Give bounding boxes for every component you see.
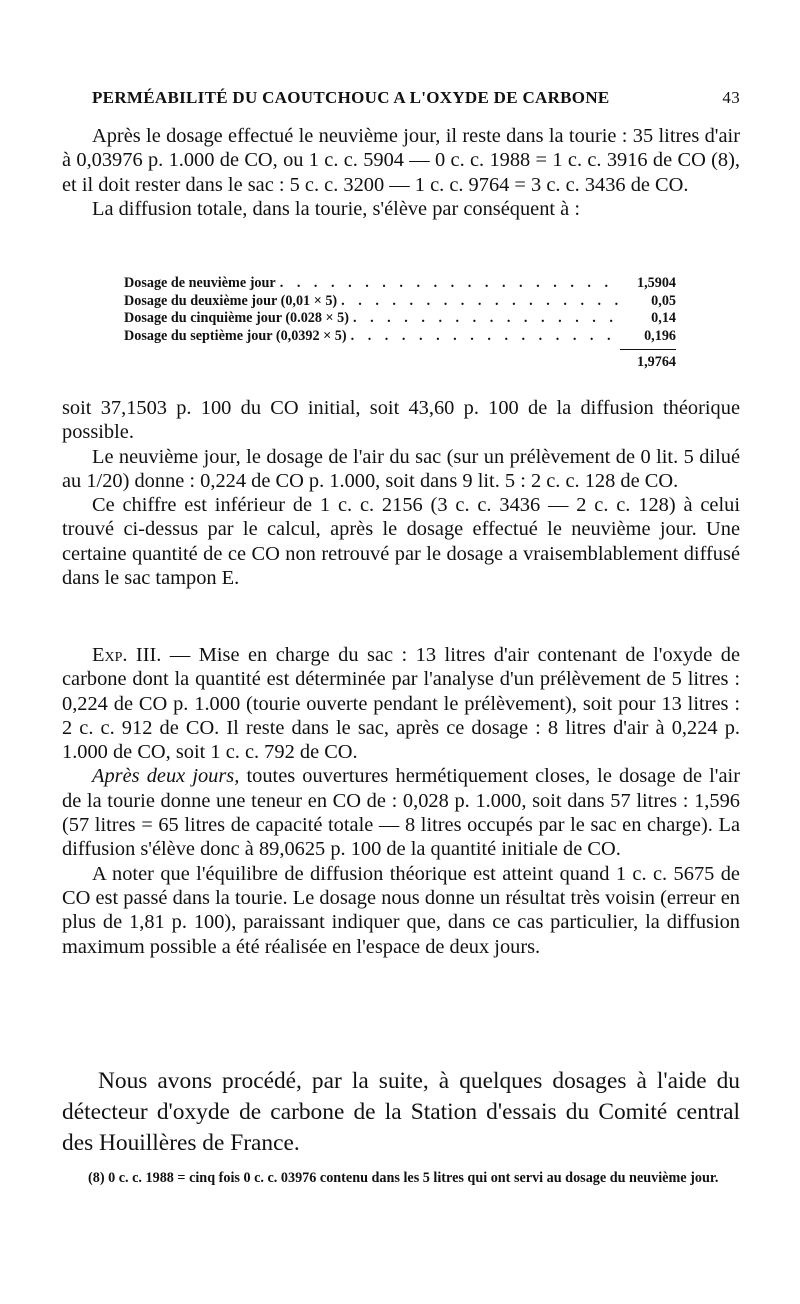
row-value: 0,196 <box>644 327 676 344</box>
exp3-label: Exp. III. <box>92 644 162 666</box>
intro-paragraph: Après le dosage effectué le neuvième jour, il reste dans la tourie : 35 litres d'air à 0,03976 p. 1.000 de CO, ou 1 c. c. 5904 — 0 c. c. 1988 = 1 c. c. 3916 de CO (8), et il doit rester dans le sac : 5 c. c. 3200 — 1 c. c. 9764 = 3 c. c. 3436 de CO. <box>62 125 740 196</box>
sum-rule <box>620 349 676 350</box>
footnote <box>64 1168 740 1189</box>
row-value: 1,5904 <box>636 275 676 291</box>
results-paragraph: Ce chiffre est inférieur de 1 c. c. 2156 (3 c. c. 3436 — 2 c. c. 128) à celui trouvé ci-dessus par le calcul, après le dosage effectué le neuvième jour. Une certaine quantité de ce CO non retrouvé par le dosage a vraisemblablement diffusé dans le sac tampon E. <box>62 494 740 590</box>
exp3-text: toutes ouvertures hermétiquement closes, le dosage de l'air de la tourie donne une teneur en CO de : 0,028 p. 1.000, soit dans 57 litres : 1,596 (57 litres = 65 litres de capacité totale — 8 litres occupés par le sac en charge). La diffusion s'élève donc à 89,0625 p. 100 de la quantité initiale de CO. <box>62 765 740 861</box>
header-title: PERMÉABILITÉ DU CAOUTCHOUC A L'OXYDE DE CARBONE <box>92 88 610 107</box>
exp3-paragraph <box>62 643 740 764</box>
experiment-3-section <box>62 643 740 959</box>
row-label: Dosage du cinquième jour (0.028 × 5) <box>124 310 349 326</box>
intro-lead-in: La diffusion totale, dans la tourie, s'élève par conséquent à : <box>92 197 580 220</box>
exp3-italic-lead: Après deux jours, <box>92 765 240 788</box>
footnote-text: (8) 0 c. c. 1988 = cinq fois 0 c. c. 03976 contenu dans les 5 litres qui ont servi au dosage du neuvième jour. <box>88 1170 719 1186</box>
leader-dots <box>351 328 620 346</box>
table-row <box>124 328 676 346</box>
exp3-paragraph: A noter que l'équilibre de diffusion théorique est atteint quand 1 c. c. 5675 de CO est passé dans la tourie. Le dosage nous donne un résultat très voisin (erreur en plus de 1,81 p. 100), paraissant indiquer que, dans ce cas particulier, la diffusion maximum possible a été réalisée en l'espace de deux jours. <box>62 862 740 958</box>
row-label: Dosage de neuvième jour <box>124 275 276 291</box>
row-label: Dosage du septième jour (0,0392 × 5) <box>124 327 347 344</box>
exp3-paragraph <box>62 764 740 861</box>
conclusion-paragraph: Nous avons procédé, par la suite, à quelques dosages à l'aide du détecteur d'oxyde de carbone de la Station d'essais du Comité central des Houillères de France. <box>62 1068 740 1156</box>
table-row <box>124 293 676 311</box>
table-row <box>124 275 676 293</box>
leader-dots <box>353 310 620 328</box>
results-paragraph: Le neuvième jour, le dosage de l'air du sac (sur un prélèvement de 0 lit. 5 dilué au 1/20) donne : 0,224 de CO p. 1.000, soit dans 9 lit. 5 : 2 c. c. 128 de CO. <box>62 445 740 492</box>
table-total: 1,9764 <box>636 354 676 370</box>
running-header <box>92 88 740 108</box>
intro-section <box>62 124 740 221</box>
leader-dots <box>341 293 620 311</box>
row-value: 0,05 <box>651 292 676 309</box>
page-number: 43 <box>722 88 740 107</box>
row-label: Dosage du deuxième jour (0,01 × 5) <box>124 292 338 309</box>
dosage-table <box>124 275 676 345</box>
results-paragraph: soit 37,1503 p. 100 du CO initial, soit 43,60 p. 100 de la diffusion théorique possible. <box>62 397 740 444</box>
row-value: 0,14 <box>651 310 676 326</box>
conclusion-section <box>62 1066 740 1159</box>
table-row <box>124 310 676 328</box>
exp3-text: — Mise en charge du sac : 13 litres d'air contenant de l'oxyde de carbone dont la quantité est déterminée par l'analyse d'un prélèvement de 5 litres : 0,224 de CO p. 1.000 (tourie ouverte pendant le prélèvement), soit pour 13 litres : 2 c. c. 912 de CO. Il reste dans le sac, après ce dosage : 8 litres d'air à 0,224 p. 1.000 de CO, soit 1 c. c. 792 de CO. <box>62 644 740 764</box>
results-section <box>62 396 740 590</box>
leader-dots <box>280 275 620 293</box>
